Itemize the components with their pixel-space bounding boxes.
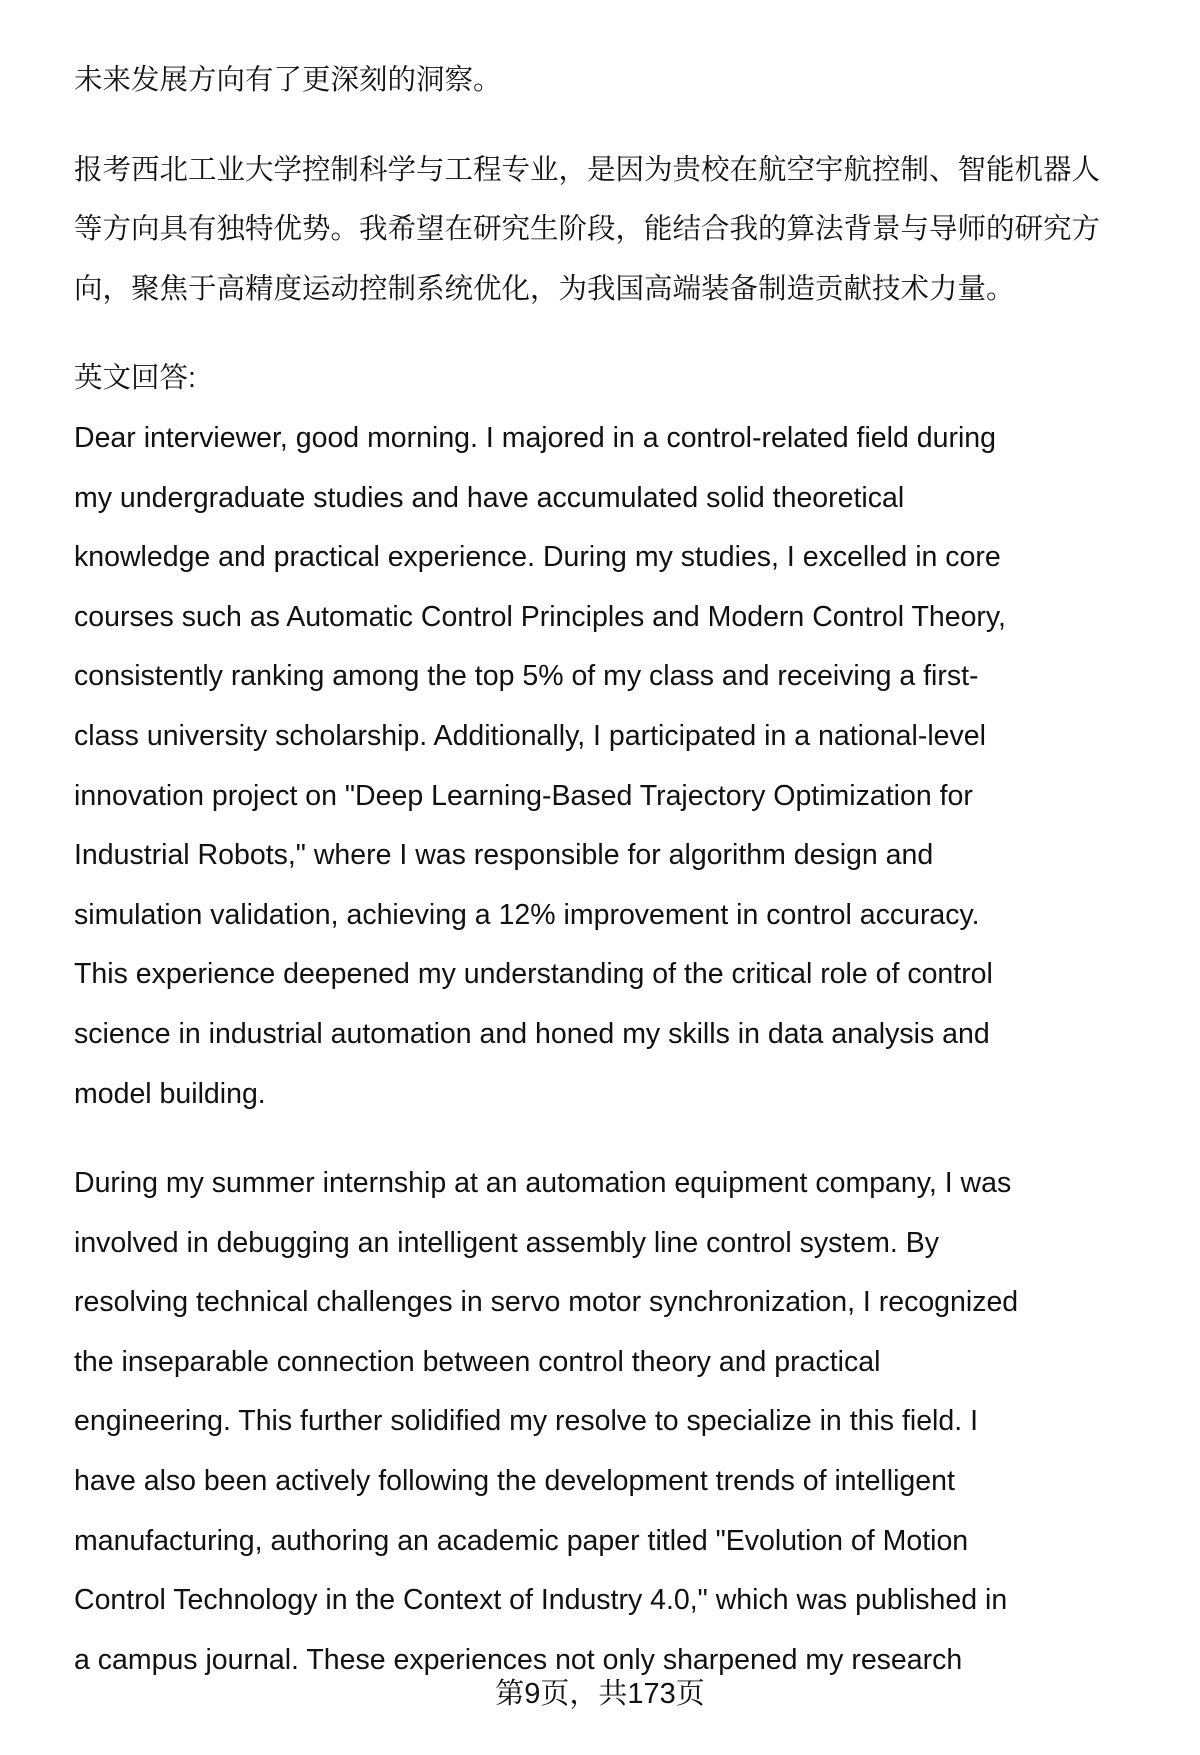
text-line: 向，聚焦于高精度运动控制系统优化，为我国高端装备制造贡献技术力量。 <box>74 272 1015 305</box>
text-line: model building. <box>74 1077 266 1110</box>
paragraph <box>74 349 1174 1124</box>
text-line: class university scholarship. Additionally, I participated in a national-level <box>74 719 986 752</box>
text-line: involved in debugging an intelligent assembly line control system. By <box>74 1226 939 1259</box>
text-line: Industrial Robots," where I was responsible for algorithm design and <box>74 839 934 872</box>
text-line: innovation project on "Deep Learning-Based Trajectory Optimization for <box>74 779 973 812</box>
text-line: Control Technology in the Context of Industry 4.0," which was published in <box>74 1584 1008 1617</box>
text-line: science in industrial automation and honed my skills in data analysis and <box>74 1017 990 1050</box>
text-line: simulation validation, achieving a 12% improvement in control accuracy. <box>74 898 980 931</box>
text-line: 等方向具有独特优势。我希望在研究生阶段，能结合我的算法背景与导师的研究方 <box>74 213 1101 246</box>
text-line: During my summer internship at an automation equipment company, I was <box>74 1167 1012 1200</box>
text-line: courses such as Automatic Control Principles and Modern Control Theory, <box>74 600 1006 633</box>
paragraph <box>74 141 1174 320</box>
text-line: 未来发展方向有了更深刻的洞察。 <box>74 64 502 96</box>
text-line: Dear interviewer, good morning. I majored in a control-related field during <box>74 421 996 454</box>
text-line: have also been actively following the development trends of intelligent <box>74 1465 955 1498</box>
text-line: 报考西北工业大学控制科学与工程专业，是因为贵校在航空宇航控制、智能机器人 <box>74 153 1101 186</box>
paragraph <box>74 1154 1174 1690</box>
text-line: manufacturing, authoring an academic paper titled "Evolution of Motion <box>74 1524 969 1557</box>
document-body <box>74 51 1174 1720</box>
text-line: the inseparable connection between control theory and practical <box>74 1345 881 1378</box>
text-line: engineering. This further solidified my resolve to specialize in this field. I <box>74 1405 978 1438</box>
text-line: consistently ranking among the top 5% of my class and receiving a first- <box>74 660 979 693</box>
text-line: a campus journal. These experiences not only sharpened my research <box>74 1643 963 1676</box>
text-line: This experience deepened my understanding of the critical role of control <box>74 958 993 991</box>
text-line: knowledge and practical experience. During my studies, I excelled in core <box>74 541 1001 574</box>
text-line: resolving technical challenges in servo motor synchronization, I recognized <box>74 1286 1019 1319</box>
text-line: my undergraduate studies and have accumulated solid theoretical <box>74 481 905 514</box>
text-line: 英文回答: <box>74 362 196 395</box>
page-number: 第9页，共173页 <box>495 1678 705 1710</box>
paragraph <box>74 51 1174 111</box>
